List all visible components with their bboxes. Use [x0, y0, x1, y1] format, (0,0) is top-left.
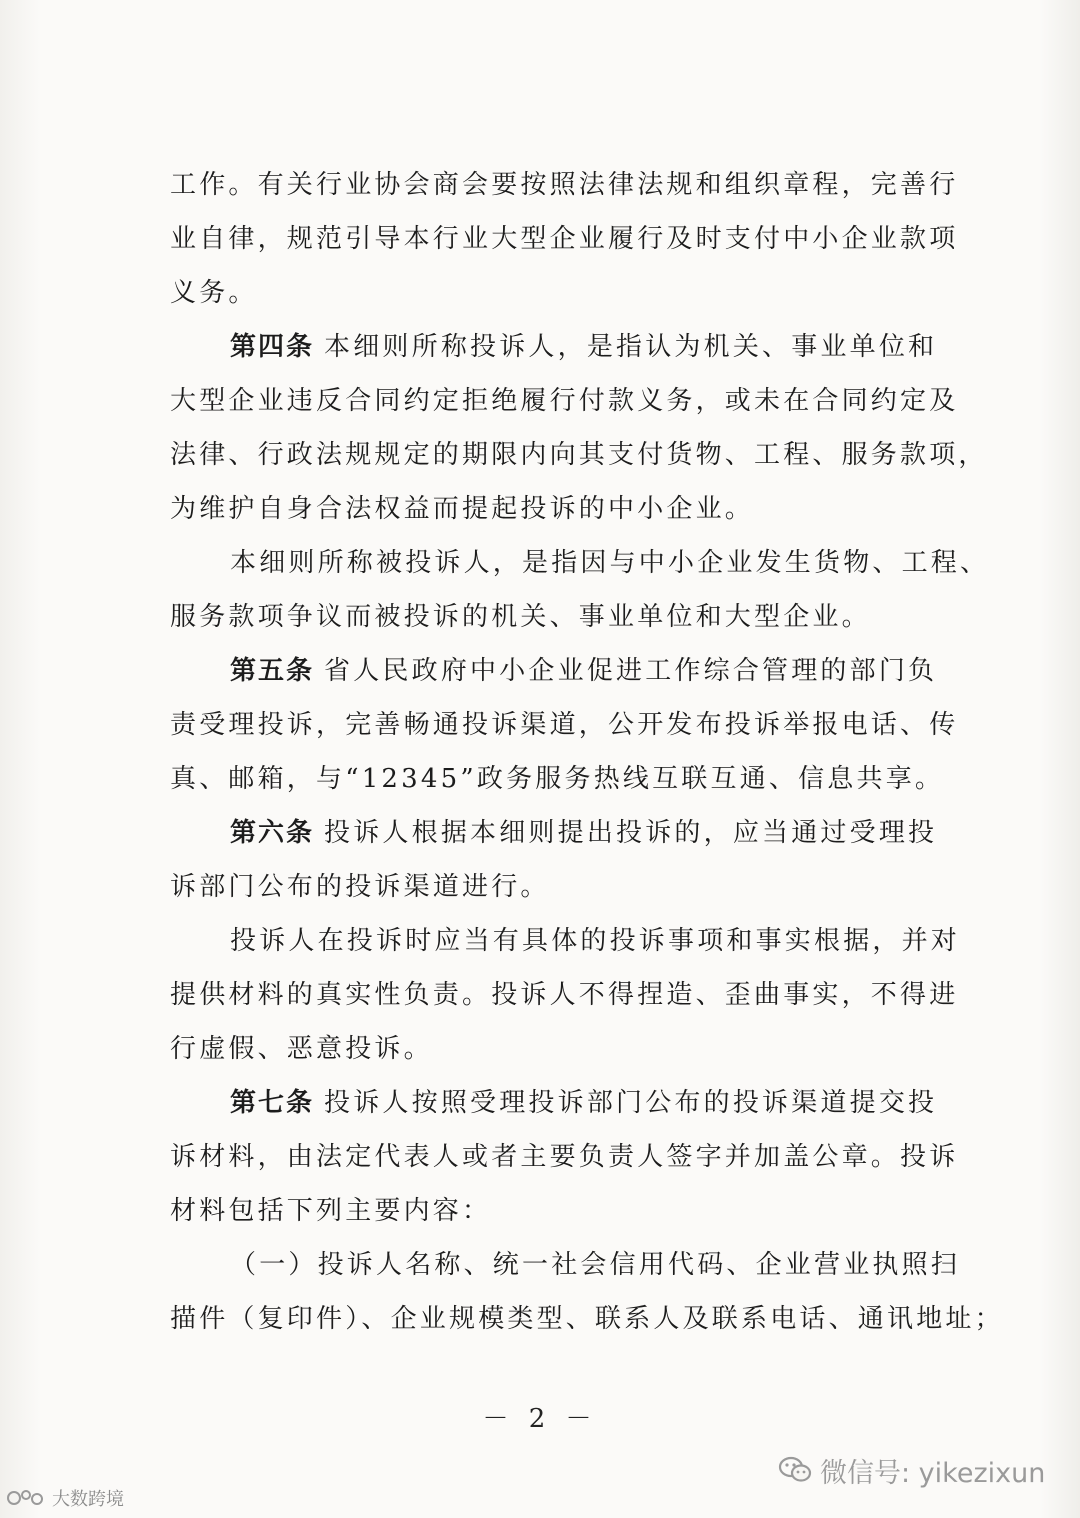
line-text: 投诉人在投诉时应当有具体的投诉事项和事实根据，并对 [230, 926, 961, 956]
line-text: 提供材料的真实性负责。投诉人不得捏造、歪曲事实，不得进 [170, 980, 959, 1010]
line-text: 本细则所称被投诉人，是指因与中小企业发生货物、工程、 [230, 548, 990, 578]
text-line [170, 860, 930, 914]
article-heading: 第七条 [230, 1088, 315, 1118]
watermark-right-text: 微信号: yikezixun [820, 1457, 1046, 1489]
line-text: 行虚假、恶意投诉。 [170, 1034, 433, 1064]
text-line [170, 590, 930, 644]
line-text: 材料包括下列主要内容： [170, 1196, 492, 1226]
text-line [170, 1184, 930, 1238]
article-heading: 第六条 [230, 818, 315, 848]
paragraph [170, 158, 959, 320]
brand-logo-icon [6, 1488, 46, 1508]
text-line [170, 1076, 938, 1130]
text-line [170, 536, 990, 590]
text-line [170, 1292, 1004, 1346]
text-line [170, 644, 938, 698]
line-text: 业自律，规范引导本行业大型企业履行及时支付中小企业款项 [170, 224, 959, 254]
line-text: 为维护自身合法权益而提起投诉的中小企业。 [170, 494, 755, 524]
article-paragraph [170, 320, 988, 536]
text-line [170, 752, 945, 806]
text-line [170, 1238, 961, 1292]
text-line [170, 698, 959, 752]
page-number: － 2 － [482, 1404, 598, 1434]
line-text: 义务。 [170, 278, 258, 308]
watermark-left [6, 1486, 124, 1510]
line-text: 描件（复印件）、企业规模类型、联系人及联系电话、通讯地址； [170, 1304, 1004, 1334]
wechat-icon [778, 1455, 812, 1485]
line-text: 服务款项争议而被投诉的机关、事业单位和大型企业。 [170, 602, 871, 632]
paragraph [170, 1238, 1004, 1346]
line-text: 省人民政府中小企业促进工作综合管理的部门负 [324, 656, 938, 686]
text-line [170, 1130, 959, 1184]
text-line [170, 428, 988, 482]
line-text: 责受理投诉，完善畅通投诉渠道，公开发布投诉举报电话、传 [170, 710, 959, 740]
line-text: 法律、行政法规规定的期限内向其支付货物、工程、服务款项， [170, 440, 988, 470]
text-line [170, 158, 959, 212]
text-line [170, 320, 938, 374]
line-text: 大型企业违反合同约定拒绝履行付款义务，或未在合同约定及 [170, 386, 959, 416]
document-body [170, 158, 1004, 1346]
article-paragraph [170, 644, 959, 806]
line-text: 投诉人根据本细则提出投诉的，应当通过受理投 [324, 818, 938, 848]
text-line [170, 806, 938, 860]
article-heading: 第四条 [230, 332, 315, 362]
article-paragraph [170, 1076, 959, 1238]
line-text: 诉材料，由法定代表人或者主要负责人签字并加盖公章。投诉 [170, 1142, 959, 1172]
article-paragraph [170, 806, 938, 914]
line-text: （一）投诉人名称、统一社会信用代码、企业营业执照扫 [230, 1250, 961, 1280]
text-line [170, 968, 959, 1022]
text-line [170, 914, 961, 968]
line-text: 工作。有关行业协会商会要按照法律法规和组织章程，完善行 [170, 170, 959, 200]
line-text: 本细则所称投诉人，是指认为机关、事业单位和 [324, 332, 938, 362]
paragraph [170, 536, 990, 644]
text-line [170, 374, 959, 428]
watermark-right [778, 1452, 1045, 1488]
paragraph [170, 914, 961, 1076]
line-text: 诉部门公布的投诉渠道进行。 [170, 872, 550, 902]
line-text: 投诉人按照受理投诉部门公布的投诉渠道提交投 [324, 1088, 938, 1118]
text-line [170, 482, 930, 536]
article-heading: 第五条 [230, 656, 315, 686]
watermark-left-text: 大数跨境 [52, 1489, 124, 1510]
text-line [170, 212, 959, 266]
line-text: 真、邮箱，与“12345”政务服务热线互联互通、信息共享。 [170, 764, 945, 794]
text-line [170, 266, 930, 320]
text-line [170, 1022, 930, 1076]
